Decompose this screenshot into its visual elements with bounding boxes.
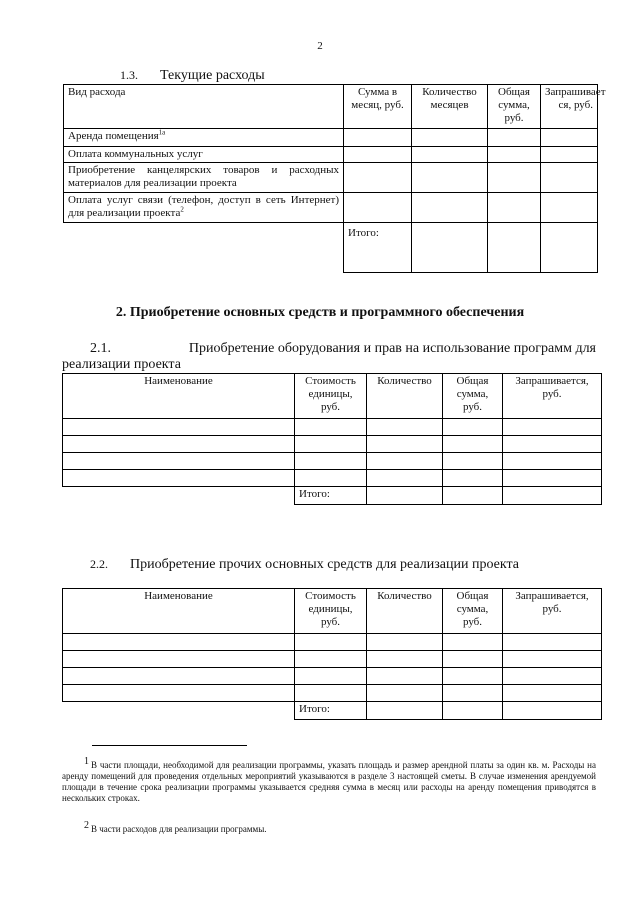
row-label: Приобретение канцелярских товаров и расходных материалов для реализации проекта [64, 163, 344, 193]
table-row [63, 685, 602, 702]
row-label: Оплата коммунальных услуг [64, 147, 344, 163]
table-cell[interactable] [344, 129, 412, 147]
table-row [63, 651, 602, 668]
table-row [64, 193, 598, 223]
table-header: Запрашивается, руб. [503, 589, 602, 634]
table-cell[interactable] [541, 129, 598, 147]
section-title-line2: реализации проекта [62, 357, 181, 372]
table-cell[interactable] [344, 163, 412, 193]
equipment-table [62, 373, 602, 505]
table-cell[interactable] [541, 193, 598, 223]
table-header: Сумма в месяц, руб. [344, 85, 412, 129]
row-label: Оплата услуг связи (телефон, доступ в сеть Интернет) для реализации проекта$^2$ [64, 193, 344, 223]
section-title: Приобретение прочих основных средств для реализации проекта [130, 557, 519, 572]
section-title: Текущие расходы [160, 68, 265, 83]
table-cell[interactable] [344, 147, 412, 163]
table-header: Количество [367, 374, 443, 419]
table-header: Общая сумма, руб. [488, 85, 541, 129]
table-cell[interactable] [344, 193, 412, 223]
footnote-1 [62, 756, 596, 804]
table-header: Количество [367, 589, 443, 634]
table-cell[interactable] [541, 147, 598, 163]
table-cell[interactable] [541, 163, 598, 193]
total-label: Итого: [295, 702, 367, 720]
table-cell[interactable] [412, 223, 488, 273]
table-header: Общая сумма, руб. [443, 589, 503, 634]
table-row [63, 419, 602, 436]
table-row [63, 470, 602, 487]
table-row [64, 147, 598, 163]
table-header: Стоимость единицы, руб. [295, 589, 367, 634]
footnote-2 [62, 820, 596, 835]
table-row [63, 634, 602, 651]
table-cell[interactable] [488, 193, 541, 223]
table-header: Наименование [63, 589, 295, 634]
table-row [64, 129, 598, 147]
footnote-text: В части расходов для реализации программы. [91, 824, 267, 834]
table-row [64, 163, 598, 193]
table-header: Наименование [63, 374, 295, 419]
footnote-separator [92, 745, 247, 746]
table-row [63, 453, 602, 470]
table-header: Запрашивает ся, руб. [541, 85, 598, 129]
table-row [63, 436, 602, 453]
table-cell[interactable] [488, 163, 541, 193]
section-number: 2.2. [90, 557, 108, 571]
total-row [64, 223, 598, 273]
total-row [63, 487, 602, 505]
table-header: Стоимость единицы, руб. [295, 374, 367, 419]
table-header: Вид расхода [64, 85, 344, 129]
section-2-heading: 2. Приобретение основных средств и программного обеспечения [115, 305, 525, 320]
table-row [63, 668, 602, 685]
section-2-2-heading [90, 557, 519, 573]
table-cell[interactable] [541, 223, 598, 273]
total-label: Итого: [344, 223, 412, 273]
total-label: Итого: [295, 487, 367, 505]
page-number: 2 [317, 40, 323, 52]
total-row [63, 702, 602, 720]
table-cell[interactable] [412, 147, 488, 163]
table-header: Общая сумма, руб. [443, 374, 503, 419]
table-header: Запрашивается, руб. [503, 374, 602, 419]
table-cell[interactable] [488, 147, 541, 163]
footnote-mark: 1 [84, 756, 89, 767]
row-label: Аренда помещения$^{1а}$ [64, 129, 344, 147]
footnote-text: В части площади, необходимой для реализации программы, указать площадь и размер арендной платы за один кв. м. Расходы на аренду помещений для проведения отдельных мероприятий указываются в разделе 3 настоящей сметы. В случае изменения арендуемой площади в течение срока реализации программы указывается средняя сумма в месяц или расходы на аренду помещения приводятся в нескольких строках. [62, 760, 596, 803]
table-cell[interactable] [412, 129, 488, 147]
section-number: 1.3. [120, 68, 138, 82]
section-1-3-heading [120, 68, 265, 84]
table-cell[interactable] [488, 223, 541, 273]
section-number: 2.1. [90, 341, 111, 356]
table-cell[interactable] [488, 129, 541, 147]
section-title-line1: Приобретение оборудования и прав на использование программ для [188, 341, 596, 356]
table-cell[interactable] [412, 193, 488, 223]
current-expenses-table [63, 84, 606, 273]
footnote-mark: 2 [84, 820, 89, 831]
section-2-1-heading [62, 341, 596, 373]
table-cell[interactable] [412, 163, 488, 193]
table-header: Количество месяцев [412, 85, 488, 129]
other-assets-table [62, 588, 602, 720]
